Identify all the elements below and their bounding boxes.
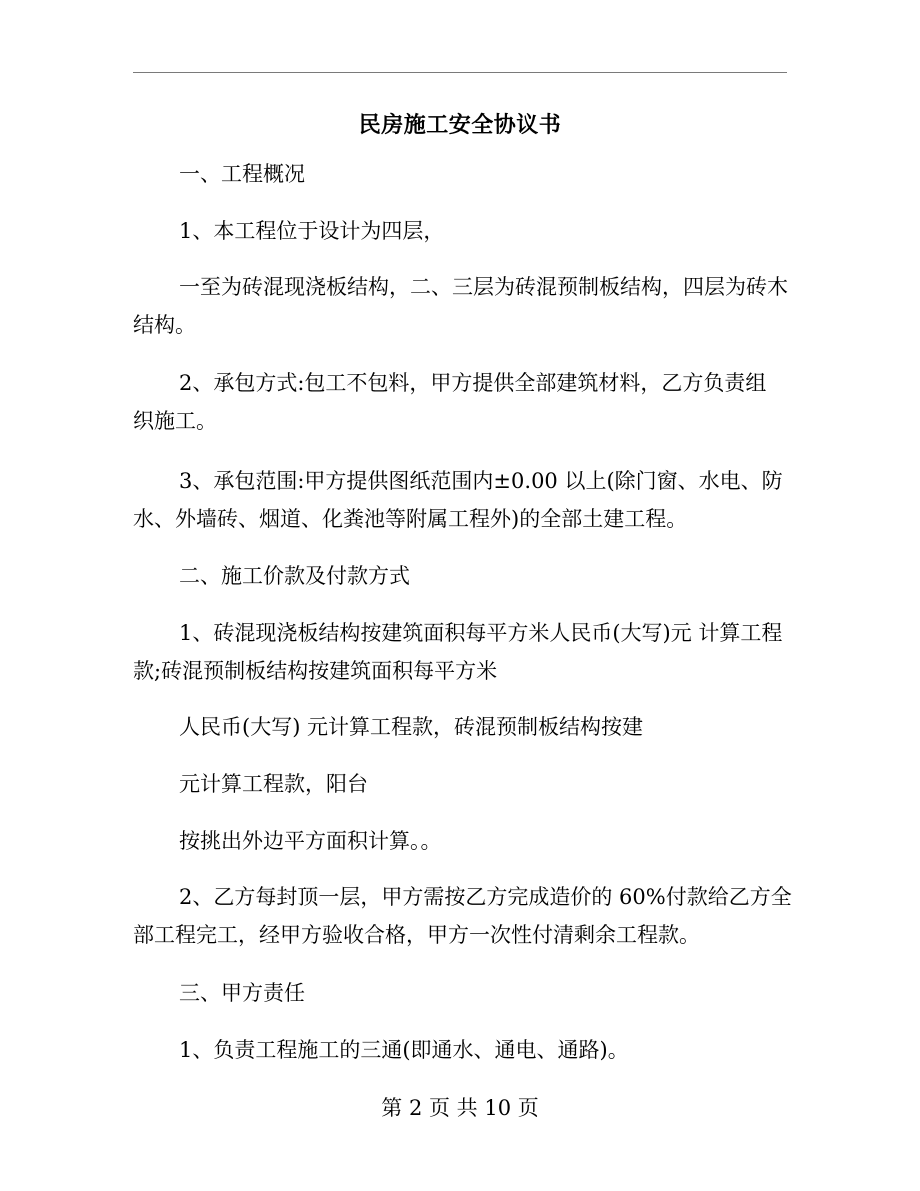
paragraph-utilities	[133, 1031, 839, 1069]
paragraph-location	[133, 212, 839, 250]
paragraph-area-calculation	[133, 822, 839, 860]
paragraph-line: 水、外墙砖、烟道、化粪池等附属工程外)的全部土建工程。	[133, 507, 688, 531]
paragraph-contract-scope	[133, 462, 839, 538]
section-heading-overview	[133, 155, 839, 193]
header-rule	[133, 72, 787, 73]
document-title: 民房施工安全协议书	[358, 112, 562, 138]
paragraph-line: 部工程完工，经甲方验收合格，甲方一次性付清剩余工程款。	[133, 923, 700, 947]
paragraph-line: 1、负责工程施工的三通(即通水、通电、通路)。	[179, 1038, 629, 1062]
paragraph-line: 一至为砖混现浇板结构，二、三层为砖混预制板结构，四层为砖木	[179, 275, 788, 299]
paragraph-contract-method	[133, 364, 839, 440]
paragraph-price	[133, 614, 839, 690]
paragraph-line: 3、承包范围:甲方提供图纸范围内±0.00 以上(除门窗、水电、防	[179, 469, 783, 493]
paragraph-line: 1、砖混现浇板结构按建筑面积每平方米人民币(大写)元 计算工程	[179, 621, 783, 645]
paragraph-line: 二、施工价款及付款方式	[179, 564, 410, 588]
section-heading-payment	[133, 557, 839, 595]
paragraph-line: 按挑出外边平方面积计算。。	[179, 829, 442, 853]
paragraph-line: 2、乙方每封顶一层，甲方需按乙方完成造价的 60%付款给乙方全	[179, 885, 792, 909]
paragraph-line: 织施工。	[133, 409, 217, 433]
paragraph-line: 三、甲方责任	[179, 981, 305, 1005]
paragraph-balcony	[133, 765, 839, 803]
paragraph-payment-schedule	[133, 878, 839, 954]
paragraph-price-continued	[133, 708, 839, 746]
paragraph-line: 2、承包方式:包工不包料，甲方提供全部建筑材料，乙方负责组	[179, 371, 767, 395]
paragraph-line: 一、工程概况	[179, 162, 305, 186]
paragraph-line: 1、本工程位于设计为四层，	[179, 219, 445, 243]
paragraph-line: 款;砖混预制板结构按建筑面积每平方米	[133, 659, 498, 683]
paragraph-line: 结构。	[133, 313, 196, 337]
section-heading-party-a	[133, 974, 839, 1012]
paragraph-line: 人民币(大写) 元计算工程款，砖混预制板结构按建	[179, 715, 644, 739]
paragraph-line: 元计算工程款，阳台	[179, 772, 368, 796]
paragraph-structure	[133, 268, 839, 344]
page-footer: 第 2 页 共 10 页	[381, 1096, 539, 1120]
